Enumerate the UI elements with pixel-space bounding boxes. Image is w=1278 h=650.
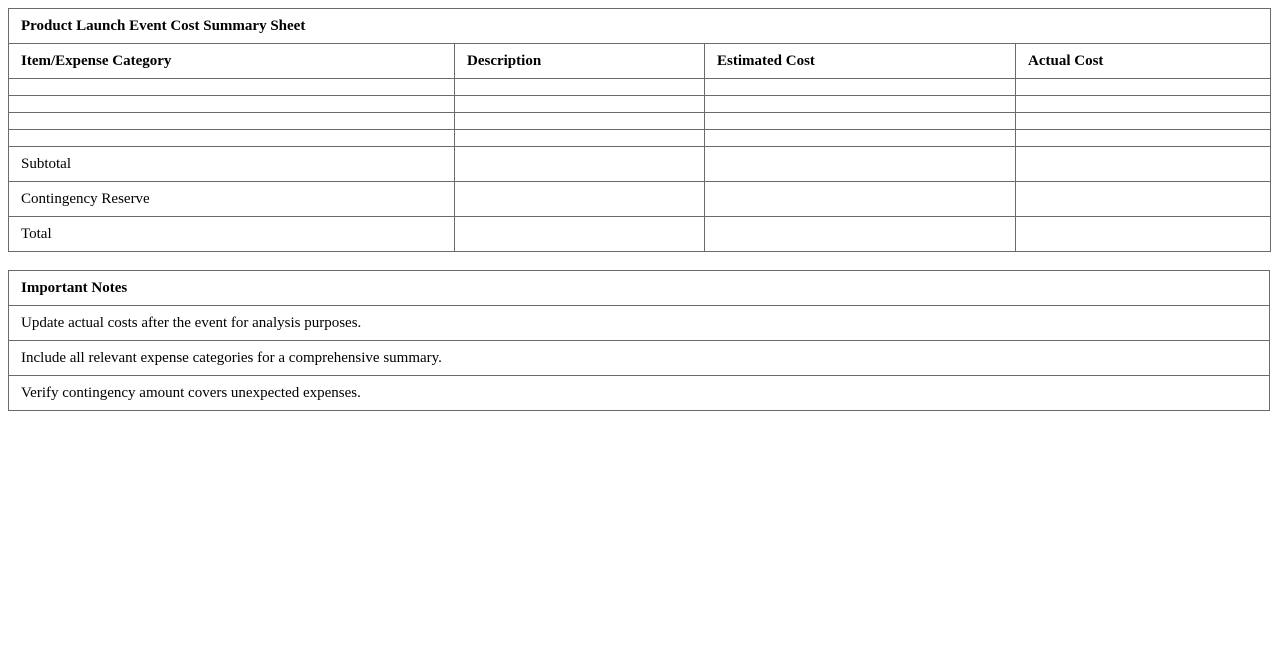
sheet-title: Product Launch Event Cost Summary Sheet — [9, 9, 1271, 44]
contingency-label: Contingency Reserve — [9, 182, 455, 217]
actual-cost-cell[interactable] — [1016, 79, 1271, 96]
category-cell[interactable] — [9, 96, 455, 113]
column-header-category: Item/Expense Category — [9, 44, 455, 79]
contingency-estimated-cell[interactable] — [705, 182, 1016, 217]
estimated-cost-cell[interactable] — [705, 96, 1016, 113]
description-cell[interactable] — [455, 96, 705, 113]
actual-cost-cell[interactable] — [1016, 96, 1271, 113]
actual-cost-cell[interactable] — [1016, 113, 1271, 130]
description-cell[interactable] — [455, 79, 705, 96]
total-label: Total — [9, 217, 455, 252]
note-row — [9, 341, 1270, 376]
category-cell[interactable] — [9, 79, 455, 96]
description-cell[interactable] — [455, 113, 705, 130]
total-estimated-cell[interactable] — [705, 217, 1016, 252]
actual-cost-cell[interactable] — [1016, 130, 1271, 147]
note-row — [9, 306, 1270, 341]
category-cell[interactable] — [9, 113, 455, 130]
note-text: Include all relevant expense categories for a comprehensive summary. — [9, 341, 1270, 376]
important-notes-table — [8, 270, 1270, 411]
note-text: Verify contingency amount covers unexpected expenses. — [9, 376, 1270, 411]
notes-title: Important Notes — [9, 271, 1270, 306]
total-row — [9, 217, 1271, 252]
note-text: Update actual costs after the event for analysis purposes. — [9, 306, 1270, 341]
total-description-cell[interactable] — [455, 217, 705, 252]
contingency-description-cell[interactable] — [455, 182, 705, 217]
table-title-row — [9, 9, 1271, 44]
description-cell[interactable] — [455, 130, 705, 147]
table-row — [9, 130, 1271, 147]
table-row — [9, 113, 1271, 130]
note-row — [9, 376, 1270, 411]
total-actual-cell[interactable] — [1016, 217, 1271, 252]
subtotal-actual-cell[interactable] — [1016, 147, 1271, 182]
column-header-description: Description — [455, 44, 705, 79]
column-header-actual-cost: Actual Cost — [1016, 44, 1271, 79]
subtotal-estimated-cell[interactable] — [705, 147, 1016, 182]
subtotal-row — [9, 147, 1271, 182]
contingency-row — [9, 182, 1271, 217]
estimated-cost-cell[interactable] — [705, 79, 1016, 96]
category-cell[interactable] — [9, 130, 455, 147]
table-row — [9, 96, 1271, 113]
header-row — [9, 44, 1271, 79]
cost-summary-table — [8, 8, 1271, 252]
column-header-estimated-cost: Estimated Cost — [705, 44, 1016, 79]
subtotal-label: Subtotal — [9, 147, 455, 182]
contingency-actual-cell[interactable] — [1016, 182, 1271, 217]
estimated-cost-cell[interactable] — [705, 130, 1016, 147]
estimated-cost-cell[interactable] — [705, 113, 1016, 130]
table-row — [9, 79, 1271, 96]
notes-title-row — [9, 271, 1270, 306]
subtotal-description-cell[interactable] — [455, 147, 705, 182]
